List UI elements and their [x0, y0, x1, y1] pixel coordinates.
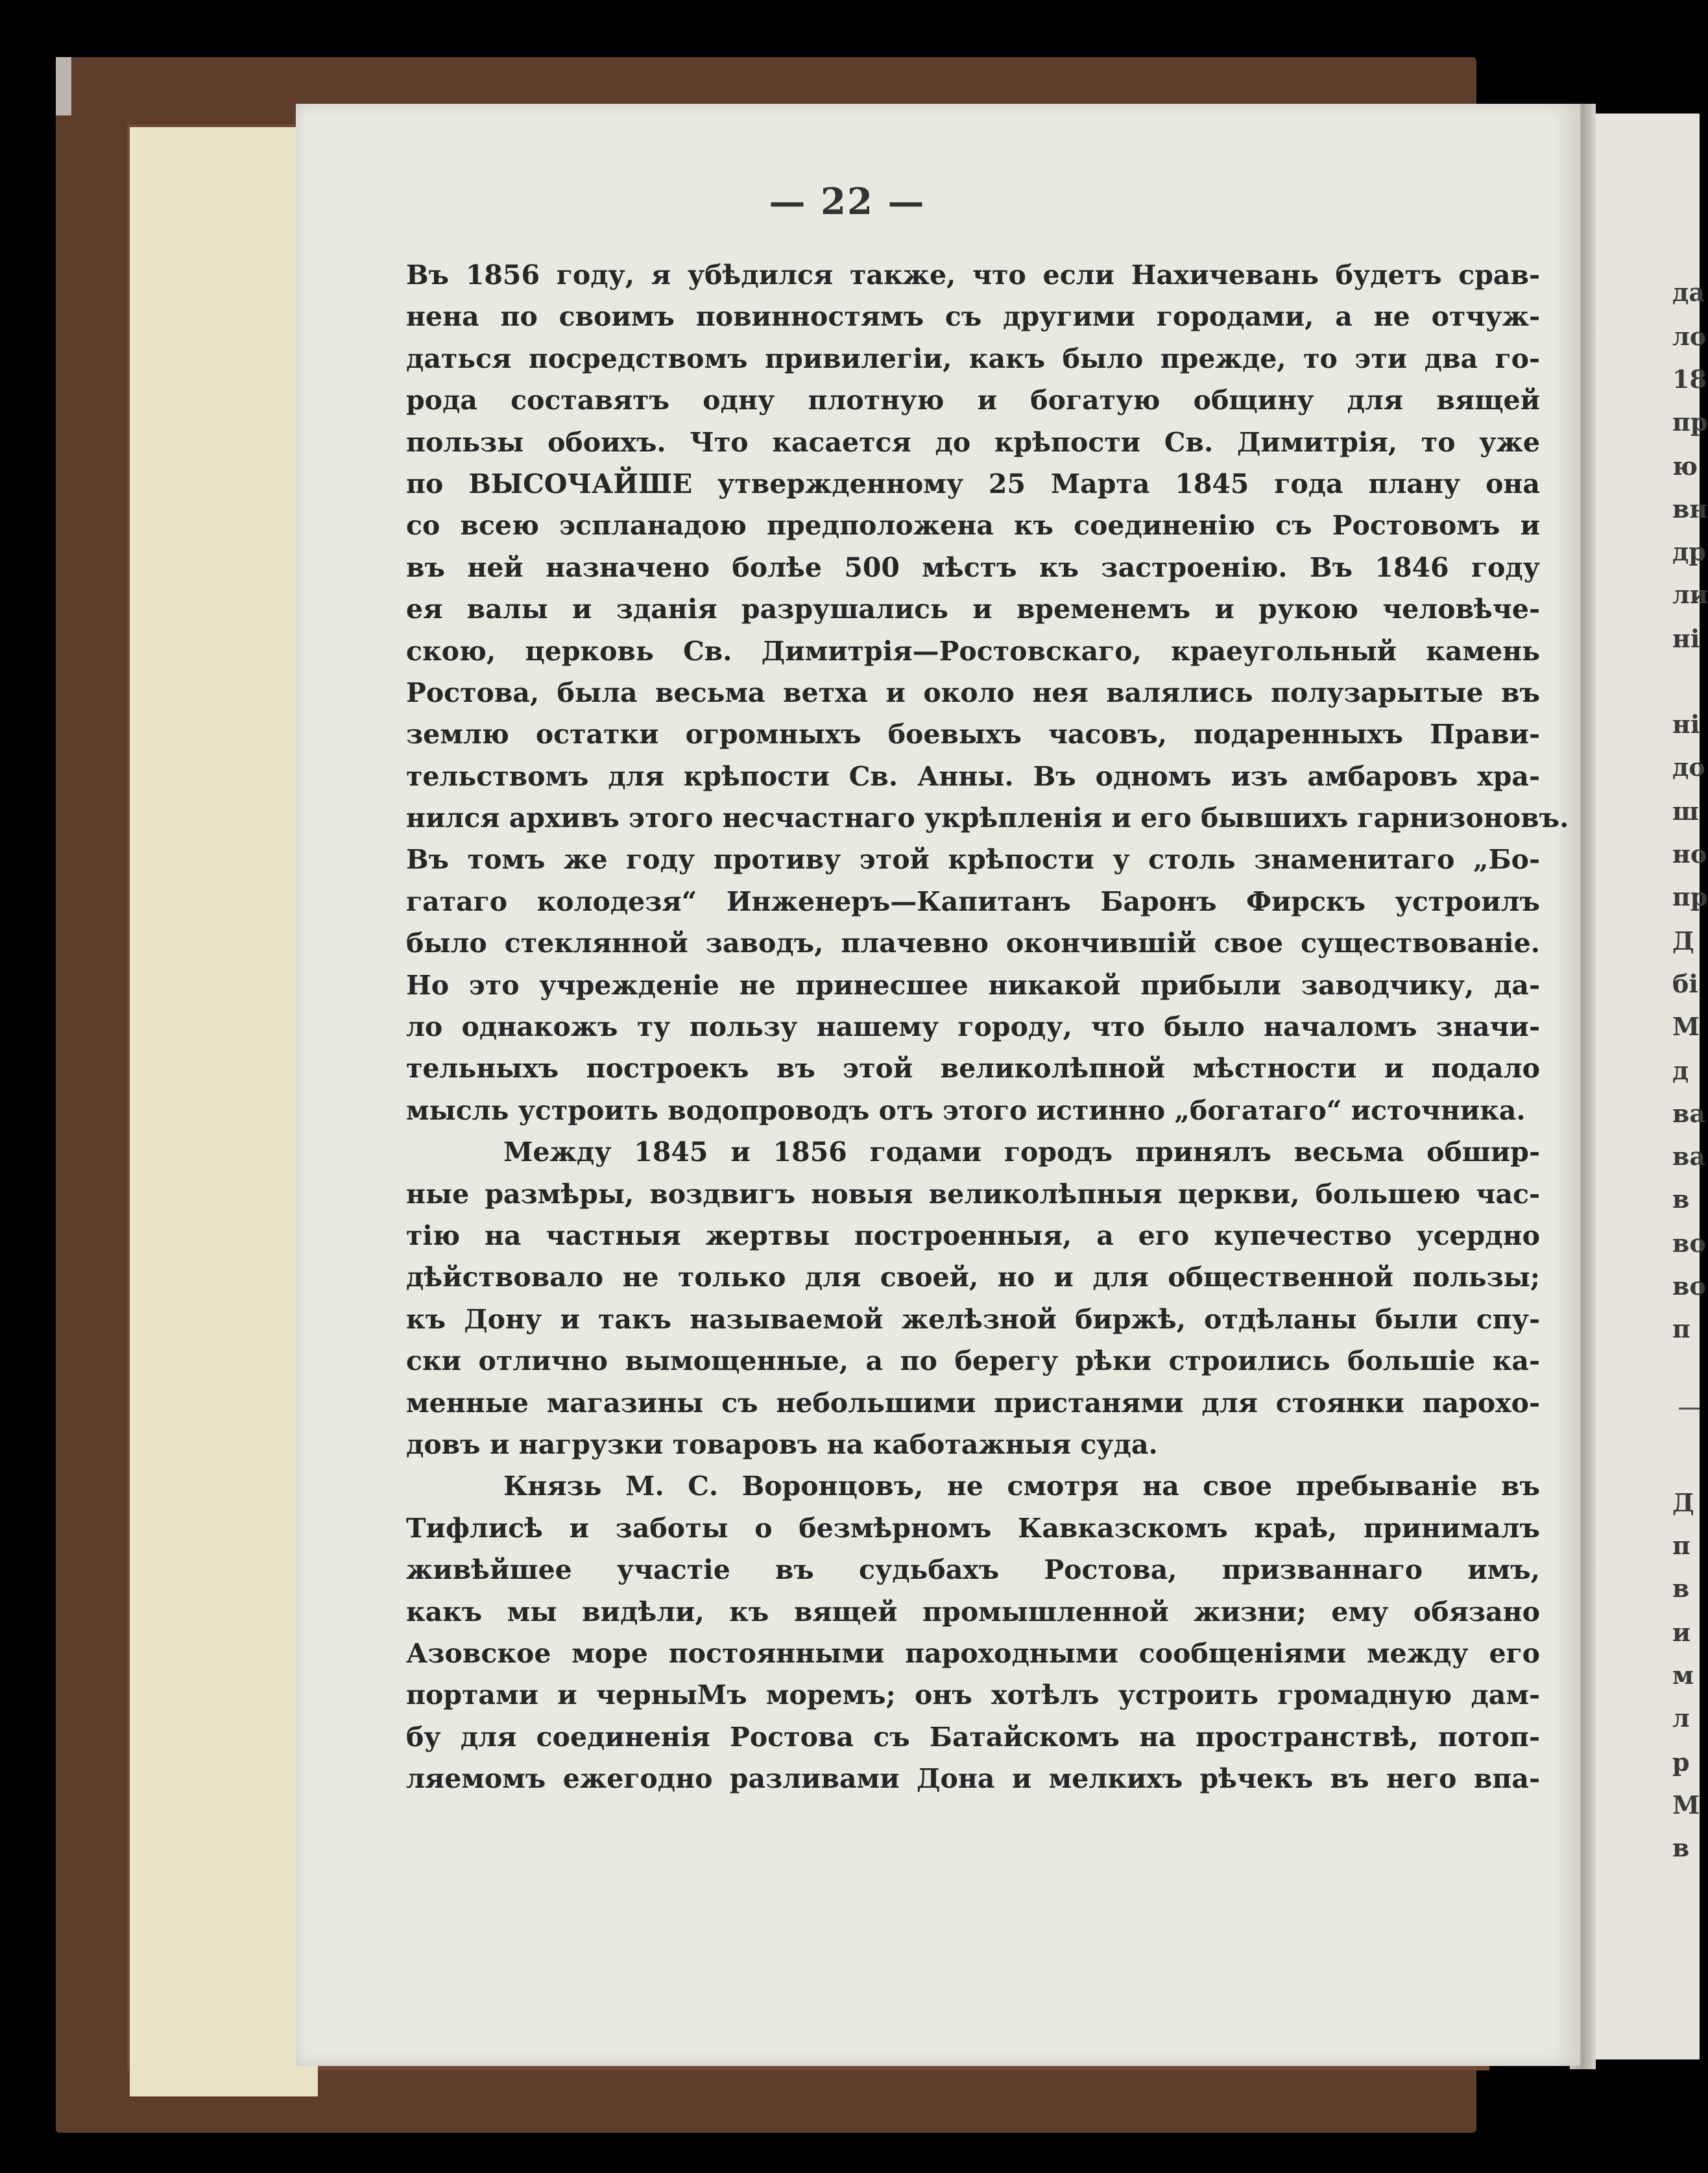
text-line: бу для соединенія Ростова съ Батайскомъ на пространствѣ, потоп-	[406, 1721, 1540, 1753]
text-line: Въ 1856 году, я убѣдился также, что если Нахичевань будетъ срав-	[406, 259, 1540, 291]
text-line: Князь М. С. Воронцовъ, не смотря на свое пребываніе въ	[503, 1471, 1540, 1502]
facing-fragment: ні	[1672, 710, 1700, 739]
text-line: къ Дону и такъ называемой желѣзной биржѣ, отдѣланы были спу-	[406, 1303, 1540, 1335]
text-line: по ВЫСОЧАЙШЕ утвержденному 25 Марта 1845 года плану она	[406, 468, 1540, 499]
facing-fragment: р	[1672, 1747, 1690, 1777]
text-line: портами и черныМъ моремъ; онъ хотѣлъ устроить громадную дам-	[406, 1679, 1540, 1711]
text-line: землю остатки огромныхъ боевыхъ часовъ, подаренныхъ Прави-	[406, 719, 1540, 750]
facing-fragment: ло	[1672, 322, 1707, 351]
facing-rule	[1679, 1408, 1700, 1410]
text-line: ски отлично вымощенные, а по берегу рѣки строились большіе ка-	[406, 1345, 1540, 1377]
facing-fragment: др	[1672, 537, 1706, 566]
facing-fragment: да	[1672, 278, 1705, 307]
facing-fragment: ли	[1672, 580, 1708, 609]
text-line: рода составятъ одну плотную и богатую общину для вящей	[406, 385, 1540, 416]
text-line: пользы обоихъ. Что касается до крѣпости Св. Димитрія, то уже	[406, 426, 1540, 458]
text-line: со всею эспланадою предположена къ соединенію съ Ростовомъ и	[406, 510, 1540, 542]
text-line: нился архивъ этого несчастнаго укрѣпленія и его бывшихъ гарнизоновъ.	[406, 802, 1569, 834]
text-line: Въ томъ же году противу этой крѣпости у столь знаменитаго „Бо-	[406, 844, 1540, 876]
facing-fragment: во	[1672, 1271, 1706, 1301]
text-line: скою, церковь Св. Димитрія—Ростовскаго, краеугольный камень	[406, 635, 1540, 667]
text-line: Азовское море постоянными пароходными сообщеніями между его	[406, 1637, 1540, 1669]
facing-fragment: Д	[1672, 1488, 1694, 1517]
facing-fragment: ш	[1672, 797, 1699, 826]
facing-fragment: 18	[1672, 365, 1707, 394]
text-line: живѣйшее участіе въ судьбахъ Ростова, призваннаго имъ,	[406, 1554, 1540, 1586]
text-line: какъ мы видѣли, къ вящей промышленной жизни; ему обязано	[406, 1596, 1540, 1627]
facing-fragment: д	[1672, 1056, 1689, 1085]
facing-fragment: ні	[1672, 624, 1700, 653]
facing-fragment: ю	[1672, 451, 1698, 481]
text-line: менные магазины съ небольшими пристанями для стоянки парохо-	[406, 1387, 1540, 1419]
facing-fragment: Д	[1672, 926, 1694, 955]
book-page	[296, 104, 1580, 2066]
facing-fragment: но	[1672, 839, 1707, 869]
cover-corner	[56, 57, 71, 115]
facing-fragment: в	[1672, 1833, 1690, 1862]
page-body-text	[406, 254, 1569, 1799]
text-line: было стеклянной заводъ, плачевно окончившій свое существованіе.	[406, 928, 1540, 959]
facing-fragment: во	[1672, 1229, 1706, 1258]
facing-fragment: м	[1672, 1661, 1694, 1690]
facing-fragment: и	[1672, 1618, 1691, 1647]
facing-fragment: ва	[1672, 1099, 1706, 1128]
facing-fragment: М	[1672, 1790, 1700, 1819]
facing-fragment: М	[1672, 1012, 1700, 1041]
text-line: Но это учрежденіе не принесшее никакой прибыли заводчику, да-	[406, 969, 1540, 1001]
facing-fragment: п	[1672, 1314, 1690, 1343]
facing-fragment: пр	[1672, 407, 1708, 437]
text-line: въ ней назначено болѣе 500 мѣстъ къ застроенію. Въ 1846 году	[406, 551, 1540, 583]
facing-fragment: вн	[1672, 494, 1708, 523]
text-line: тельныхъ построекъ въ этой великолѣпной мѣстности и подало	[406, 1053, 1540, 1085]
text-line: дѣйствовало не только для своей, но и для общественной пользы;	[406, 1262, 1540, 1293]
facing-fragment: до	[1672, 752, 1705, 782]
flyleaf	[130, 127, 318, 2096]
text-line: ло однакожъ ту пользу нашему городу, что было началомъ значи-	[406, 1011, 1540, 1043]
facing-fragment: в	[1672, 1574, 1690, 1603]
text-line: гатаго колодезя“ Инженеръ—Капитанъ Баронъ Фирскъ устроилъ	[406, 885, 1540, 917]
text-line: мысль устроить водопроводъ отъ этого истинно „богатаго“ источника.	[406, 1094, 1526, 1126]
facing-fragment: л	[1672, 1703, 1690, 1733]
facing-fragment: пр	[1672, 882, 1708, 911]
text-line: нена по своимъ повинностямъ съ другими городами, а не отчуж-	[406, 301, 1540, 333]
text-line: тельствомъ для крѣпости Св. Анны. Въ одномъ изъ амбаровъ хра-	[406, 760, 1540, 792]
text-line: тію на частныя жертвы построенныя, а его купечество усердно	[406, 1219, 1540, 1251]
text-line: ляемомъ ежегодно разливами Дона и мелкихъ рѣчекъ въ него впа-	[406, 1763, 1540, 1795]
facing-fragment: п	[1672, 1531, 1690, 1560]
text-line: ея валы и зданія разрушались и временемъ и рукою человѣче-	[406, 594, 1540, 625]
facing-fragment: ва	[1672, 1142, 1706, 1171]
text-line: Ростова, была весьма ветха и около нея валялись полузарытые въ	[406, 677, 1540, 708]
facing-fragment: в	[1672, 1184, 1690, 1214]
text-line: Тифлисѣ и заботы о безмѣрномъ Кавказскомъ краѣ, принималъ	[406, 1512, 1540, 1544]
text-line: ные размѣры, воздвигъ новыя великолѣпныя церкви, большею час-	[406, 1178, 1540, 1210]
facing-fragment: бі	[1672, 969, 1698, 998]
text-line: довъ и нагрузки товаровъ на каботажныя суда.	[406, 1428, 1158, 1460]
page-number: — 22 —	[769, 180, 926, 223]
text-line: даться посредствомъ привилегіи, какъ было прежде, то эти два го-	[406, 342, 1540, 374]
text-line: Между 1845 и 1856 годами городъ принялъ весьма обшир-	[503, 1136, 1540, 1168]
